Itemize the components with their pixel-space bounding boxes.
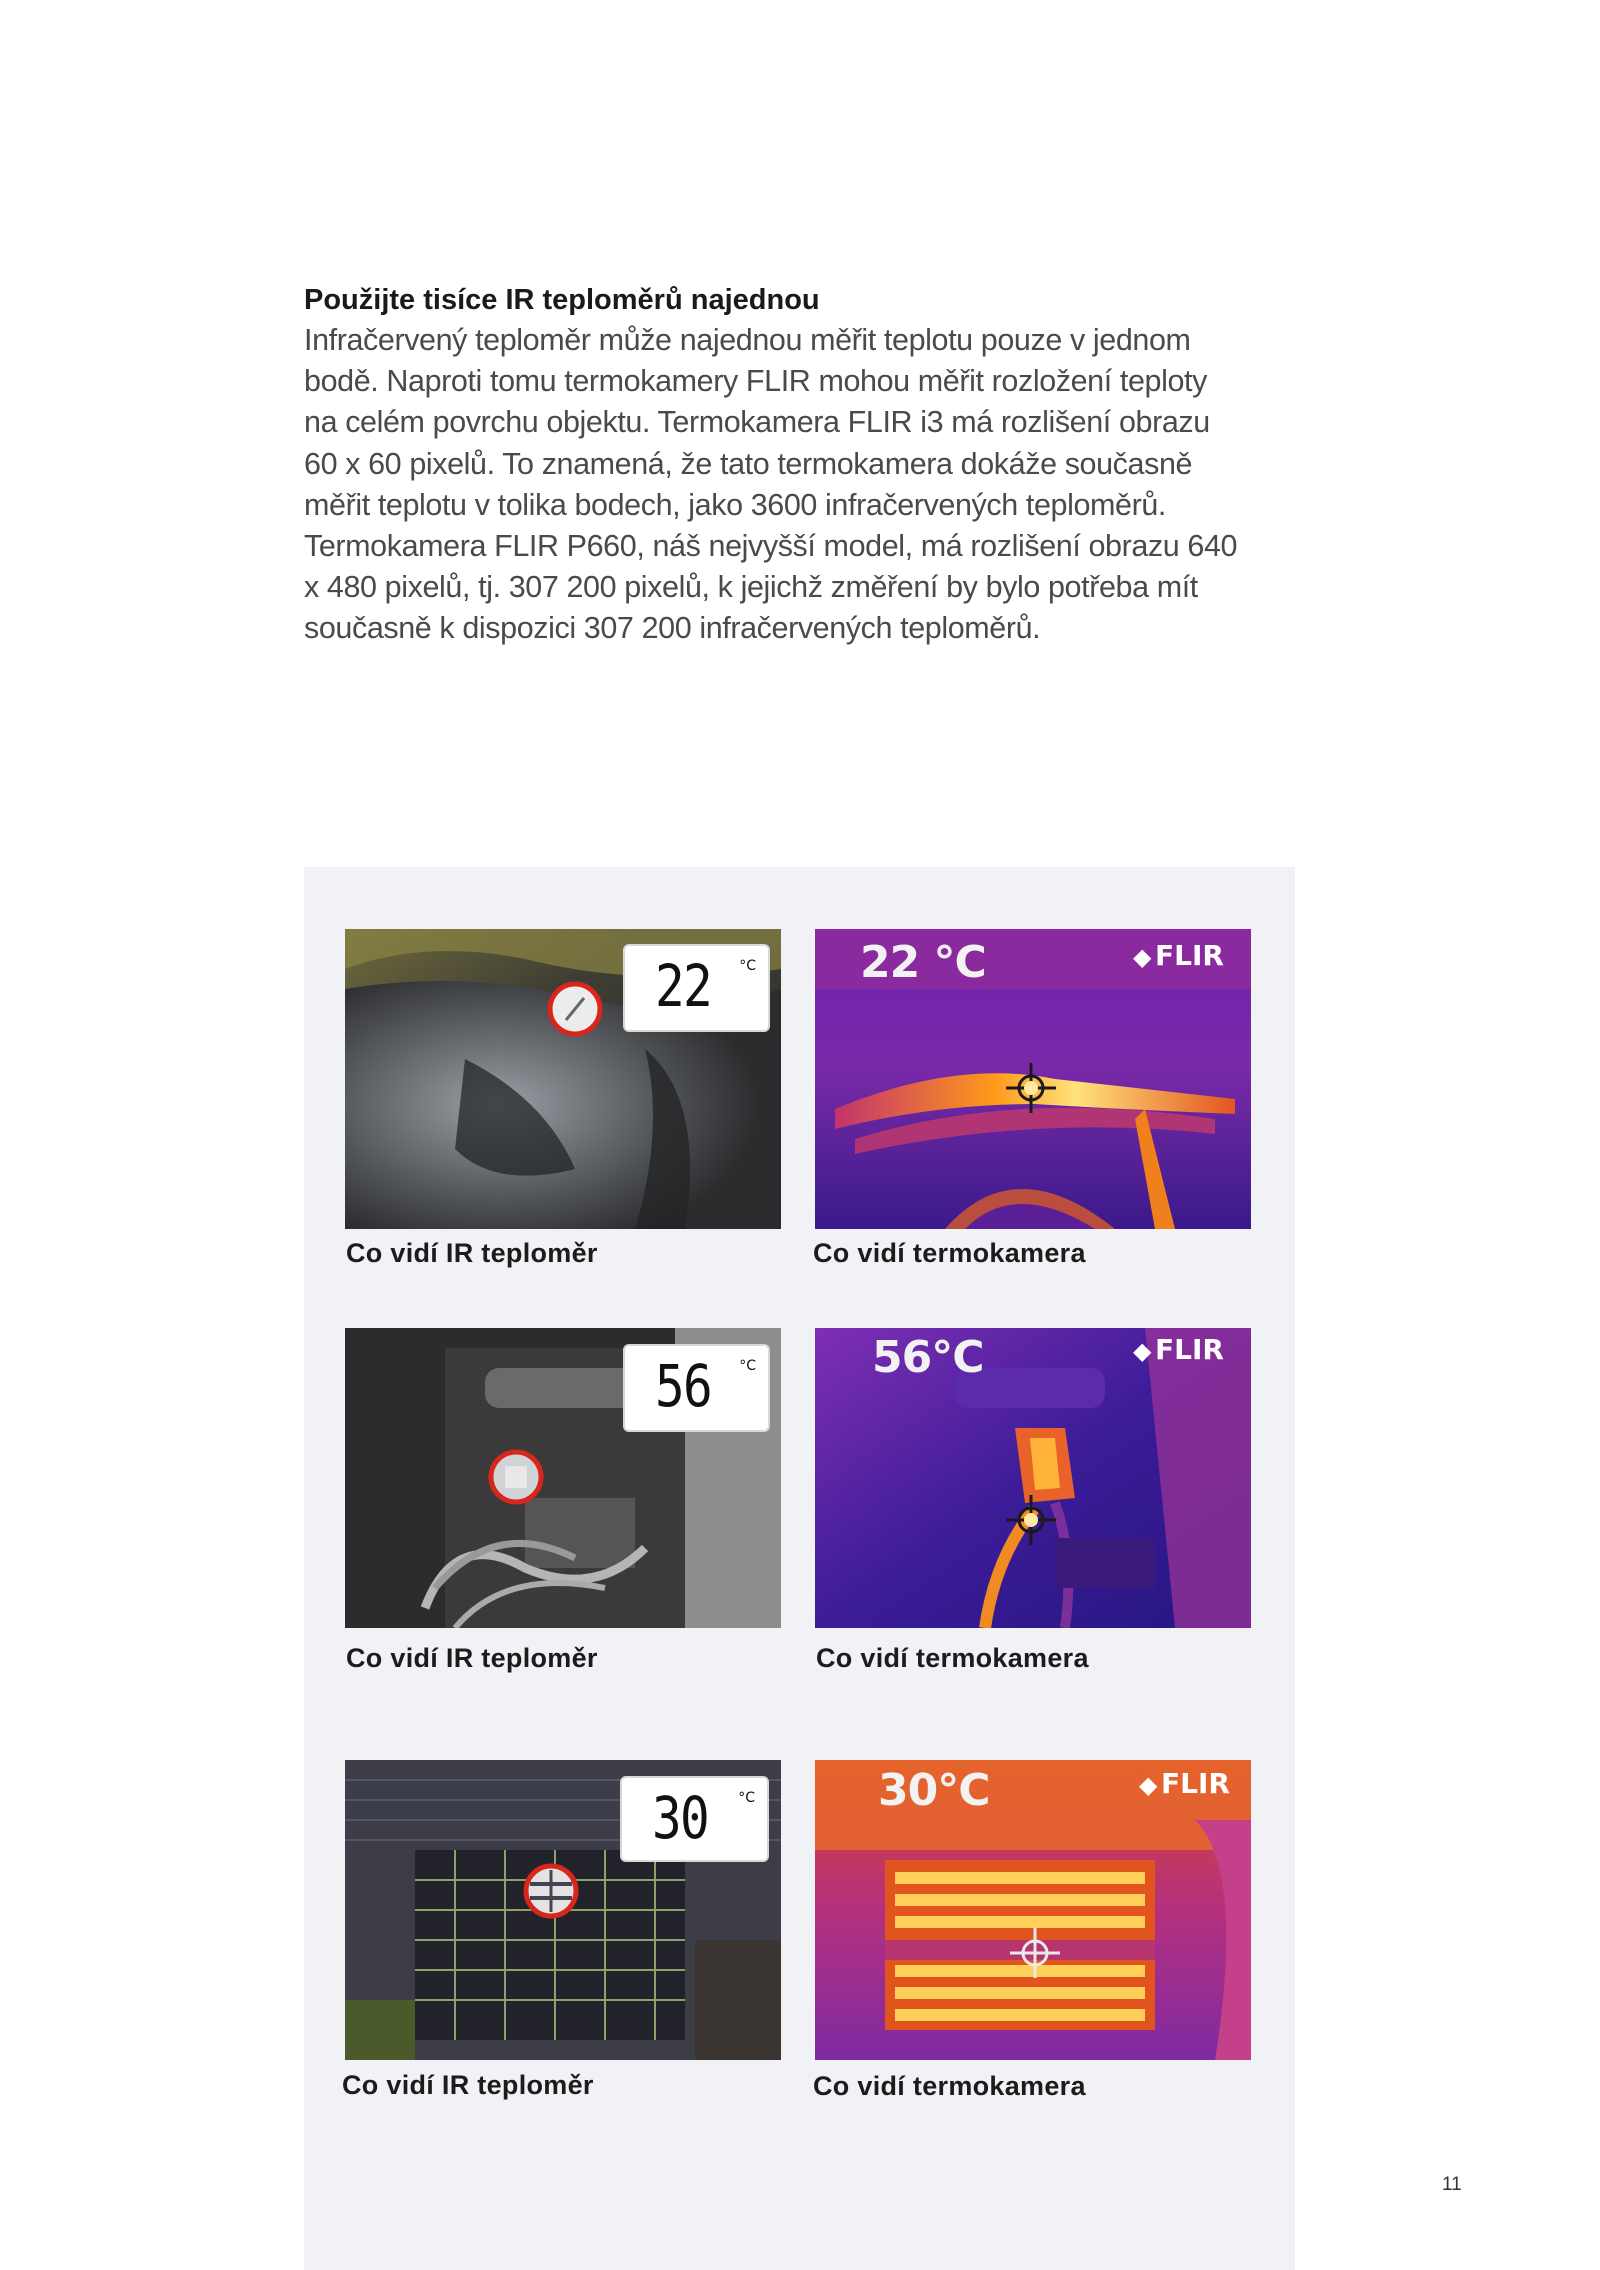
ir-unit: °C [739,1358,756,1374]
crosshair-icon [1010,1928,1060,1978]
ir-unit: °C [738,1790,755,1806]
thermal-reading: 56°C [872,1332,984,1383]
paragraph-line: Termokamera FLIR P660, náš nejvyšší model, má rozlišení obrazu 640 [304,529,1238,564]
measurement-spot-icon [487,1448,545,1506]
ir-reading: 30 [652,1784,708,1852]
flir-mark-icon: ◆ [1133,944,1152,971]
thermal-caption: Co vidí termokamera [813,2071,1086,2101]
ir-thermometer-display [622,1778,767,1860]
paragraph-line: x 480 pixelů, tj. 307 200 pixelů, k jejichž změření by bylo potřeba mít [304,570,1198,605]
page-number: 11 [1442,2174,1462,2195]
paragraph-line: na celém povrchu objektu. Termokamera FLIR i3 má rozlišení obrazu [304,405,1210,440]
flir-mark-icon: ◆ [1133,1338,1152,1365]
thermal-reading: 22 °C [860,937,986,988]
crosshair-icon [1006,1495,1056,1545]
paragraph-line: bodě. Naproti tomu termokamery FLIR mohou měřit rozložení teploty [304,364,1207,399]
ir-thermometer-display [625,946,768,1030]
ir-unit: °C [739,958,756,974]
ir-caption: Co vidí IR teploměr [346,1643,598,1673]
flir-brand: FLIR [1161,1767,1230,1800]
ir-reading: 56 [655,1352,711,1420]
thermal-reading: 30°C [878,1765,990,1816]
ir-reading: 22 [655,952,711,1020]
ir-thermometer-display [625,1346,768,1430]
paragraph-line: měřit teplotu v tolika bodech, jako 3600 infračervených teploměrů. [304,487,1166,522]
thermal-caption: Co vidí termokamera [813,1238,1086,1268]
paragraph-line: Infračervený teploměr může najednou měřit teplotu pouze v jednom [304,323,1191,357]
flir-brand: FLIR [1155,1333,1224,1366]
flir-mark-icon: ◆ [1139,1772,1158,1799]
crosshair-icon [1006,1063,1056,1113]
measurement-spot-icon [522,1862,580,1920]
section-heading: Použijte tisíce IR teploměrů najednou [304,284,820,316]
flir-brand: FLIR [1155,939,1224,972]
paragraph-line: 60 x 60 pixelů. To znamená, že tato termokamera dokáže současně [304,446,1193,481]
body-paragraph [304,320,1294,650]
ir-caption: Co vidí IR teploměr [342,2070,594,2100]
measurement-spot-icon [546,980,604,1038]
paragraph-line: současně k dispozici 307 200 infračervených teploměrů. [304,611,1041,646]
ir-caption: Co vidí IR teploměr [346,1238,598,1268]
thermal-caption: Co vidí termokamera [816,1643,1089,1673]
